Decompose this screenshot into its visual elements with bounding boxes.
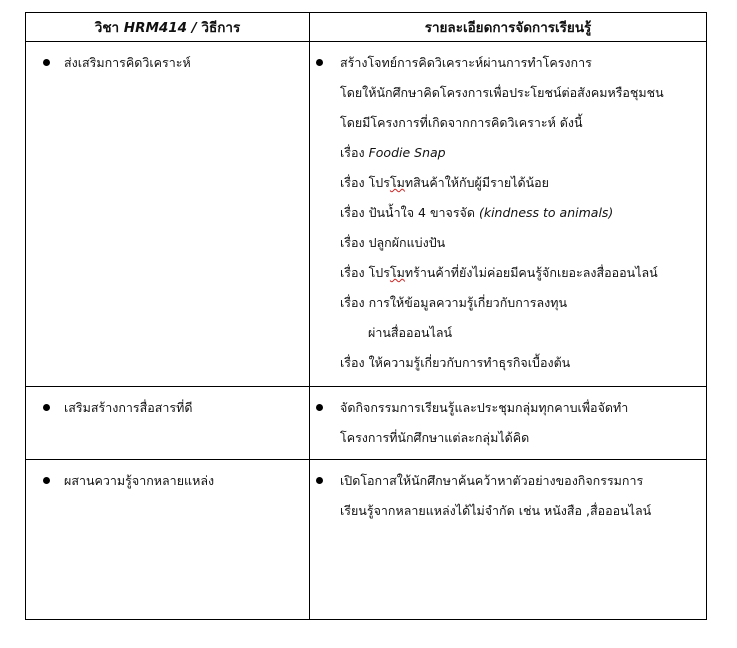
bullet-icon xyxy=(43,59,50,66)
bullet-icon xyxy=(316,404,323,411)
detail-line: สร้างโจทย์การคิดวิเคราะห์ผ่านการทำโครงการ xyxy=(340,55,592,70)
header-method: วิชา HRM414 / วิธีการ xyxy=(26,13,310,42)
details-cell xyxy=(310,387,707,460)
project-item: เรื่อง ปลูกผักแบ่งปัน xyxy=(340,235,446,250)
project-item: เรื่อง การให้ข้อมูลความรู้เกี่ยวกับการลงทุน xyxy=(340,295,568,310)
learning-methods-table xyxy=(25,12,707,620)
project-item: เรื่อง โปรโมทสินค้าให้กับผู้มีรายได้น้อย xyxy=(340,175,549,190)
method-text: ผสานความรู้จากหลายแหล่ง xyxy=(64,473,215,488)
bullet-icon xyxy=(43,477,50,484)
method-text: ส่งเสริมการคิดวิเคราะห์ xyxy=(64,55,191,70)
table-row xyxy=(26,387,707,460)
details-cell xyxy=(310,42,707,387)
project-item: เรื่อง ปันน้ำใจ 4 ขาจรจัด (kindness to animals) xyxy=(340,205,614,220)
bullet-icon xyxy=(316,477,323,484)
bullet-icon xyxy=(43,404,50,411)
detail-line: โครงการที่นักศึกษาแต่ละกลุ่มได้คิด xyxy=(340,430,530,445)
project-item: เรื่อง ให้ความรู้เกี่ยวกับการทำธุรกิจเบื้องต้น xyxy=(340,355,571,370)
detail-line: เปิดโอกาสให้นักศึกษาค้นคว้าหาตัวอย่างของกิจกรรมการ xyxy=(340,473,644,488)
project-item: เรื่อง โปรโมทร้านค้าที่ยังไม่ค่อยมีคนรู้จักเยอะลงสื่อออนไลน์ xyxy=(340,265,658,280)
project-item-continued: ผ่านสื่อออนไลน์ xyxy=(368,325,453,340)
table-header-row xyxy=(26,13,707,42)
header-details: รายละเอียดการจัดการเรียนรู้ xyxy=(310,13,707,42)
details-cell xyxy=(310,460,707,620)
table-row xyxy=(26,460,707,620)
project-item: เรื่อง Foodie Snap xyxy=(340,145,446,160)
detail-line: โดยให้นักศึกษาคิดโครงการเพื่อประโยชน์ต่อสังคมหรือชุมชน xyxy=(340,85,664,100)
method-cell xyxy=(26,387,310,460)
bullet-icon xyxy=(316,59,323,66)
table-row xyxy=(26,42,707,387)
detail-line: เรียนรู้จากหลายแหล่งได้ไม่จำกัด เช่น หนังสือ ,สื่อออนไลน์ xyxy=(340,503,652,518)
detail-line: จัดกิจกรรมการเรียนรู้และประชุมกลุ่มทุกคาบเพื่อจัดทำ xyxy=(340,400,629,415)
method-cell xyxy=(26,460,310,620)
method-text: เสริมสร้างการสื่อสารที่ดี xyxy=(64,400,193,415)
detail-line: โดยมีโครงการที่เกิดจากการคิดวิเคราะห์ ดังนี้ xyxy=(340,115,583,130)
method-cell xyxy=(26,42,310,387)
